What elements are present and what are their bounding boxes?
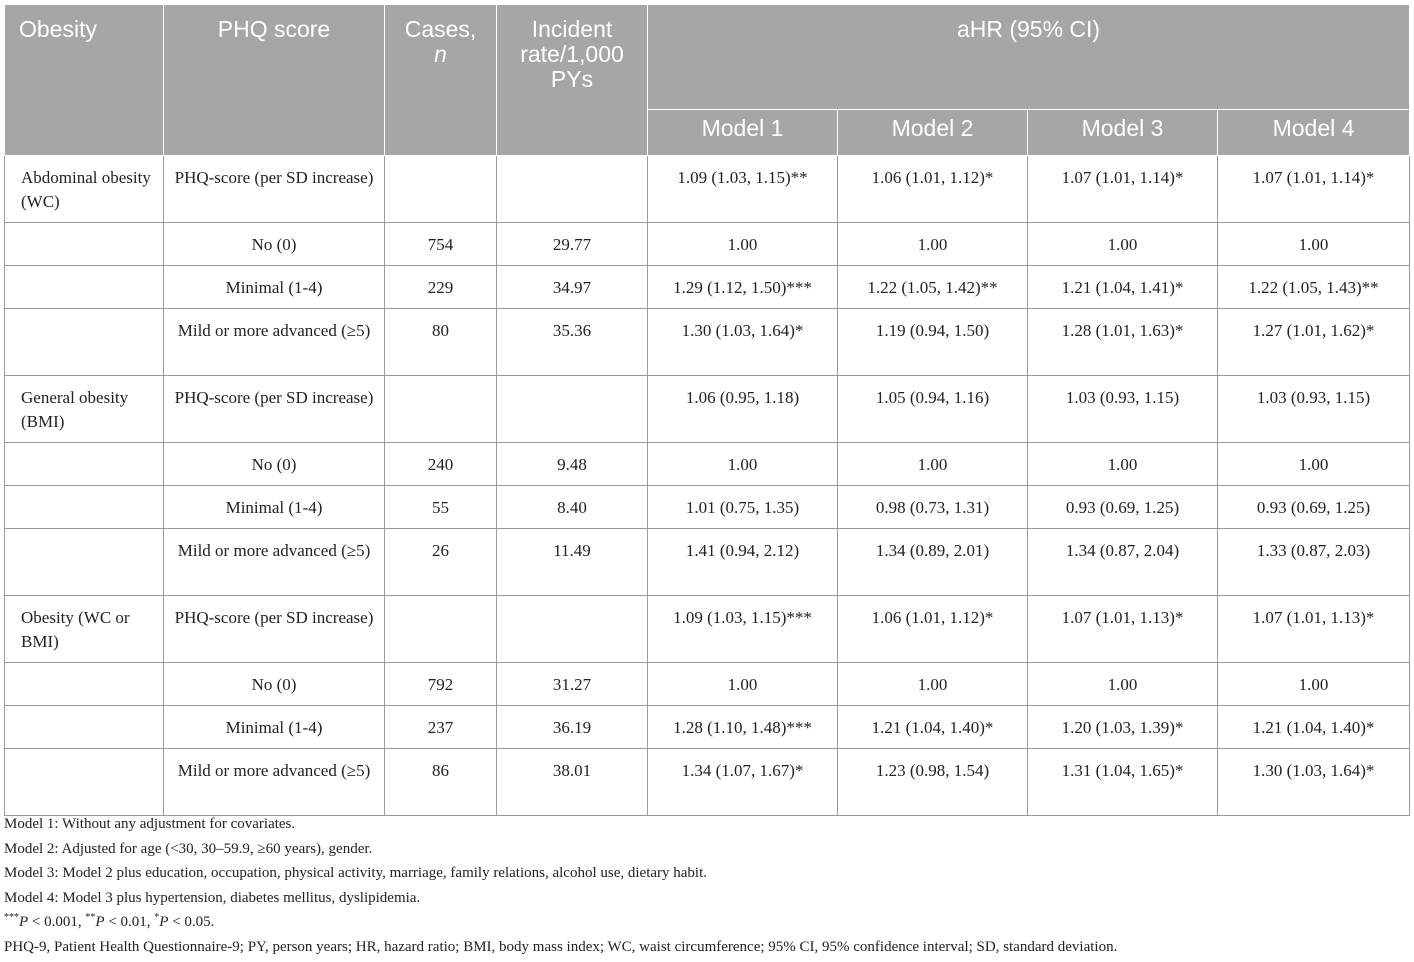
model-2-cell: 1.00 [838,223,1028,266]
group-label: Obesity (WC or BMI) [5,596,164,663]
header-model-2: Model 2 [838,110,1028,156]
model-4-cell: 1.30 (1.03, 1.64)* [1218,749,1410,816]
sig-p-1: P [19,914,29,930]
table-row [5,596,1410,663]
table-row [5,309,1410,376]
model-3-cell: 1.07 (1.01, 1.14)* [1028,156,1218,223]
cases-cell: 792 [385,663,497,706]
cases-cell [385,596,497,663]
phq-cell: Minimal (1-4) [164,486,385,529]
model-2-cell: 1.19 (0.94, 1.50) [838,309,1028,376]
model-1-cell: 1.09 (1.03, 1.15)** [648,156,838,223]
rate-cell: 35.36 [497,309,648,376]
header-incident-rate: Incident rate/1,000 PYs [497,5,648,156]
note-significance [4,910,1409,935]
rate-cell: 36.19 [497,706,648,749]
phq-cell: Minimal (1-4) [164,706,385,749]
model-3-cell: 1.00 [1028,663,1218,706]
header-model-1: Model 1 [648,110,838,156]
model-3-cell: 1.21 (1.04, 1.41)* [1028,266,1218,309]
sig-threshold-2: < 0.01, [104,914,155,930]
header-cases [385,5,497,156]
model-3-cell: 1.07 (1.01, 1.13)* [1028,596,1218,663]
rate-cell: 31.27 [497,663,648,706]
sig-three-star: *** [4,912,19,923]
table-row [5,663,1410,706]
model-4-cell: 1.21 (1.04, 1.40)* [1218,706,1410,749]
cases-cell: 229 [385,266,497,309]
note-model-2: Model 2: Adjusted for age (<30, 30–59.9, ≥60 years), gender. [4,840,373,857]
sig-two-star: ** [85,912,96,923]
model-4-cell: 1.07 (1.01, 1.13)* [1218,596,1410,663]
model-4-cell: 1.07 (1.01, 1.14)* [1218,156,1410,223]
model-4-cell: 1.33 (0.87, 2.03) [1218,529,1410,596]
rate-cell: 29.77 [497,223,648,266]
model-3-cell: 1.28 (1.01, 1.63)* [1028,309,1218,376]
rate-cell: 8.40 [497,486,648,529]
sig-one-star: * [154,912,160,923]
results-table [4,4,1410,816]
model-1-cell: 1.34 (1.07, 1.67)* [648,749,838,816]
model-4-cell: 1.27 (1.01, 1.62)* [1218,309,1410,376]
model-2-cell: 1.23 (0.98, 1.54) [838,749,1028,816]
note-abbreviations: PHQ-9, Patient Health Questionnaire-9; PY, person years; HR, hazard ratio; BMI, body mass index; WC, waist circumference; 95% CI, 95% confidence interval; SD, standard deviation. [4,938,1118,955]
model-2-cell: 0.98 (0.73, 1.31) [838,486,1028,529]
sig-p-2: P [95,914,105,930]
group-label: General obesity (BMI) [5,376,164,443]
header-obesity: Obesity [5,5,164,156]
cases-cell [385,156,497,223]
rate-cell: 11.49 [497,529,648,596]
rate-cell [497,376,648,443]
group-label-empty [5,309,164,376]
group-label-empty [5,443,164,486]
rate-cell: 38.01 [497,749,648,816]
phq-cell: Mild or more advanced (≥5) [164,529,385,596]
model-4-cell: 1.03 (0.93, 1.15) [1218,376,1410,443]
model-1-cell: 1.00 [648,663,838,706]
cases-cell: 237 [385,706,497,749]
header-cases-label: Cases, [404,16,477,42]
header-cases-n: n [434,41,447,67]
model-3-cell: 1.00 [1028,443,1218,486]
cases-cell: 55 [385,486,497,529]
phq-cell: Mild or more advanced (≥5) [164,309,385,376]
group-label-empty [5,529,164,596]
note-model-1: Model 1: Without any adjustment for covariates. [4,816,296,832]
model-1-cell: 1.00 [648,223,838,266]
cases-cell: 86 [385,749,497,816]
model-3-cell: 1.31 (1.04, 1.65)* [1028,749,1218,816]
table-row [5,706,1410,749]
model-3-cell: 1.20 (1.03, 1.39)* [1028,706,1218,749]
rate-cell [497,596,648,663]
table-row [5,443,1410,486]
note-model-4: Model 4: Model 3 plus hypertension, diabetes mellitus, dyslipidemia. [4,889,421,906]
model-4-cell: 1.22 (1.05, 1.43)** [1218,266,1410,309]
table-footnotes [4,812,1409,959]
model-2-cell: 1.06 (1.01, 1.12)* [838,156,1028,223]
table-row [5,223,1410,266]
model-2-cell: 1.22 (1.05, 1.42)** [838,266,1028,309]
cases-cell: 26 [385,529,497,596]
rate-cell [497,156,648,223]
table-row [5,529,1410,596]
model-1-cell: 1.01 (0.75, 1.35) [648,486,838,529]
table-row [5,156,1410,223]
model-1-cell: 1.30 (1.03, 1.64)* [648,309,838,376]
table-row [5,749,1410,816]
group-label-empty [5,749,164,816]
model-1-cell: 1.29 (1.12, 1.50)*** [648,266,838,309]
model-1-cell: 1.06 (0.95, 1.18) [648,376,838,443]
model-2-cell: 1.05 (0.94, 1.16) [838,376,1028,443]
sig-threshold-3: < 0.05. [168,914,215,930]
note-model-3: Model 3: Model 2 plus education, occupation, physical activity, marriage, family relations, alcohol use, dietary habit. [4,865,708,881]
model-2-cell: 1.21 (1.04, 1.40)* [838,706,1028,749]
header-ahr: aHR (95% CI) [648,5,1410,110]
table-row [5,266,1410,309]
table-row [5,486,1410,529]
model-4-cell: 1.00 [1218,443,1410,486]
cases-cell [385,376,497,443]
model-1-cell: 1.09 (1.03, 1.15)*** [648,596,838,663]
model-3-cell: 0.93 (0.69, 1.25) [1028,486,1218,529]
sig-threshold-1: < 0.001, [28,914,86,930]
phq-cell: Minimal (1-4) [164,266,385,309]
model-2-cell: 1.06 (1.01, 1.12)* [838,596,1028,663]
phq-cell: No (0) [164,223,385,266]
model-4-cell: 1.00 [1218,663,1410,706]
model-3-cell: 1.00 [1028,223,1218,266]
model-2-cell: 1.00 [838,443,1028,486]
group-label-empty [5,266,164,309]
phq-cell: PHQ-score (per SD increase) [164,596,385,663]
model-4-cell: 0.93 (0.69, 1.25) [1218,486,1410,529]
cases-cell: 240 [385,443,497,486]
model-4-cell: 1.00 [1218,223,1410,266]
model-1-cell: 1.28 (1.10, 1.48)*** [648,706,838,749]
group-label-empty [5,486,164,529]
table-row [5,376,1410,443]
phq-cell: No (0) [164,443,385,486]
model-1-cell: 1.00 [648,443,838,486]
model-3-cell: 1.34 (0.87, 2.04) [1028,529,1218,596]
sig-p-3: P [159,914,169,930]
header-phq-score: PHQ score [164,5,385,156]
group-label-empty [5,663,164,706]
phq-cell: No (0) [164,663,385,706]
group-label-empty [5,223,164,266]
cases-cell: 80 [385,309,497,376]
model-2-cell: 1.34 (0.89, 2.01) [838,529,1028,596]
rate-cell: 34.97 [497,266,648,309]
header-model-3: Model 3 [1028,110,1218,156]
phq-cell: Mild or more advanced (≥5) [164,749,385,816]
header-model-4: Model 4 [1218,110,1410,156]
model-1-cell: 1.41 (0.94, 2.12) [648,529,838,596]
group-label-empty [5,706,164,749]
group-label: Abdominal obesity (WC) [5,156,164,223]
rate-cell: 9.48 [497,443,648,486]
model-2-cell: 1.00 [838,663,1028,706]
phq-cell: PHQ-score (per SD increase) [164,376,385,443]
phq-cell: PHQ-score (per SD increase) [164,156,385,223]
cases-cell: 754 [385,223,497,266]
model-3-cell: 1.03 (0.93, 1.15) [1028,376,1218,443]
